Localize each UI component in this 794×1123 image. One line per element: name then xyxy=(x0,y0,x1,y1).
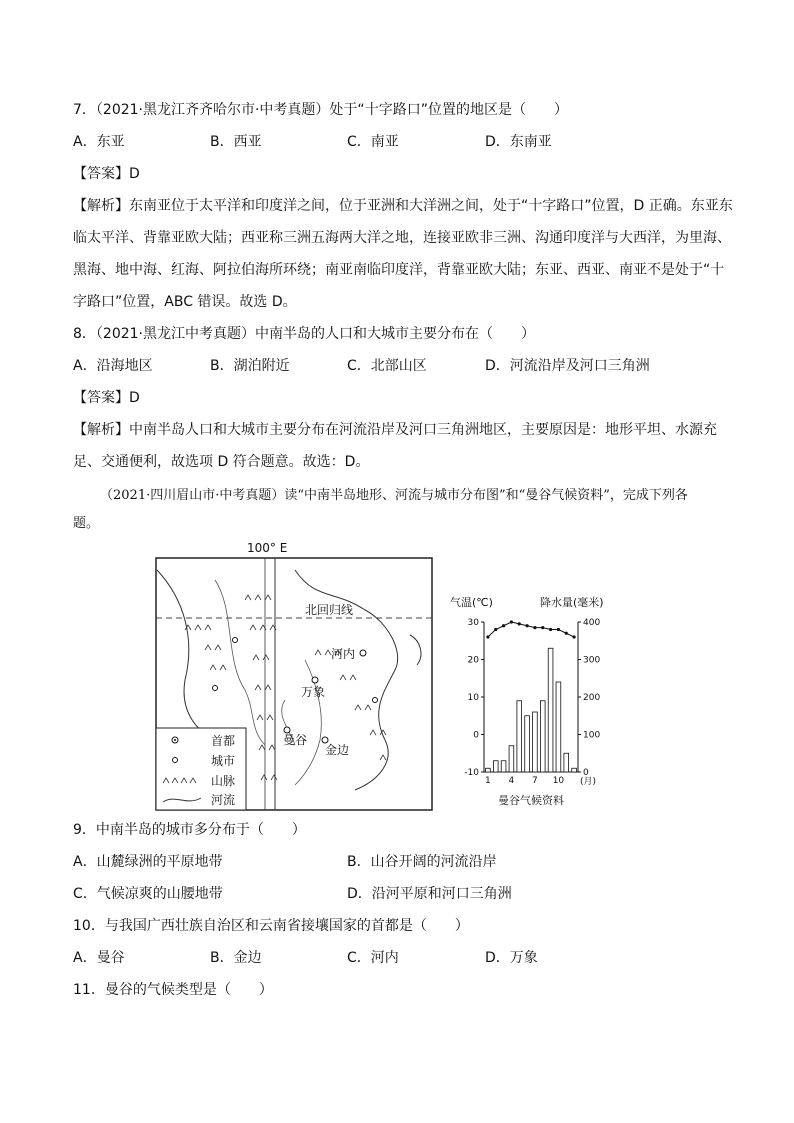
precip-tick-label: 300 xyxy=(583,655,601,666)
temp-tick-label: 10 xyxy=(467,693,479,703)
q8-option-b: B．湖泊附近 xyxy=(210,358,290,374)
q7-analysis-line: 【解析】东南亚位于太平洋和印度洋之间，位于亚洲和大洋洲之间，处于“十字路口”位置，D 正确。东亚东 xyxy=(73,198,733,214)
q9-option-d: D．沿河平原和河口三角洲 xyxy=(347,886,512,902)
q8-option-a: A．沿海地区 xyxy=(73,358,153,374)
legend-city: 城市 xyxy=(211,754,236,768)
precip-bar xyxy=(548,648,553,772)
temperature-point xyxy=(494,628,497,631)
q8-analysis-line: 足、交通便利，故选项 D 符合题意。故选：D。 xyxy=(73,454,370,470)
temperature-point xyxy=(541,626,544,629)
q11-stem: 11．曼谷的气候类型是（ ） xyxy=(73,982,273,998)
precip-tick-label: 400 xyxy=(583,618,601,628)
temp-tick-label: -10 xyxy=(464,768,479,778)
precip-bar xyxy=(517,701,522,772)
q7-option-c: C．南亚 xyxy=(347,134,399,150)
q8-analysis-line: 【解析】中南半岛人口和大城市主要分布在河流沿岸及河口三角洲地区，主要原因是：地形平坦、水源充 xyxy=(73,422,717,438)
precip-bar xyxy=(501,761,506,772)
x-tick-label: 1 xyxy=(485,776,491,786)
tropic-label: 北回归线 xyxy=(305,603,354,617)
precip-bar xyxy=(525,716,530,772)
indochina-map xyxy=(155,540,435,812)
q9-stem: 9．中南半岛的城市多分布于（ ） xyxy=(73,822,306,838)
x-tick-label: 10 xyxy=(552,776,565,786)
q9-option-a: A．山麓绿洲的平原地带 xyxy=(73,854,223,870)
precip-bar xyxy=(564,753,569,772)
precip-axis-label: 降水量(毫米) xyxy=(540,596,604,609)
precip-bar xyxy=(486,768,491,772)
q7-option-d: D．东南亚 xyxy=(485,134,552,150)
temperature-point xyxy=(502,624,505,627)
q7-answer: 【答案】D xyxy=(73,166,140,182)
legend-mountain: 山脉 xyxy=(211,774,236,788)
precip-bar xyxy=(493,761,498,772)
chart-title: 曼谷气候资料 xyxy=(498,794,564,807)
longitude-label: 100° E xyxy=(247,541,288,555)
q7-analysis-line: 临太平洋、背靠亚欧大陆；西亚称三洲五海两大洋之地，连接亚欧非三洲、沟通印度洋与大西洋，为里海、 xyxy=(73,230,731,246)
city-phnom-penh: 金边 xyxy=(325,743,350,757)
x-tick-label: 4 xyxy=(508,776,515,786)
x-tick-label: 7 xyxy=(532,776,538,786)
material-intro-cont: 题。 xyxy=(73,516,100,531)
city-vientiane: 万象 xyxy=(301,685,326,699)
temp-tick-label: 0 xyxy=(473,730,479,741)
legend-river: 河流 xyxy=(211,793,236,807)
temperature-point xyxy=(525,624,528,627)
q8-option-c: C．北部山区 xyxy=(347,358,427,374)
temp-tick-label: 20 xyxy=(467,655,479,666)
q10-stem: 10．与我国广西壮族自治区和云南省接壤国家的首都是（ ） xyxy=(73,918,469,934)
x-unit-label: (月) xyxy=(580,777,597,787)
q7-option-b: B．西亚 xyxy=(210,134,262,150)
q10-option-b: B．金边 xyxy=(210,950,262,966)
temperature-point xyxy=(549,628,552,631)
legend-capital: 首都 xyxy=(211,734,236,748)
temperature-point xyxy=(510,620,513,623)
q7-analysis-line: 黑海、地中海、红海、阿拉伯海所环绕；南亚南临印度洋，背靠亚欧大陆；东亚、西亚、南亚不是处于“十 xyxy=(73,262,725,278)
q7-stem: 7．（2021·黑龙江齐齐哈尔市·中考真题）处于“十字路口”位置的地区是（ ） xyxy=(73,102,568,118)
q7-option-a: A．东亚 xyxy=(73,134,125,150)
q9-option-b: B．山谷开阔的河流沿岸 xyxy=(347,854,497,870)
precip-bar xyxy=(540,701,545,772)
q8-option-d: D．河流沿岸及河口三角洲 xyxy=(485,358,650,374)
precip-bar xyxy=(572,768,577,772)
temp-tick-label: 30 xyxy=(467,618,479,628)
temperature-point xyxy=(565,632,568,635)
temperature-point xyxy=(486,635,489,638)
city-hanoi: 河内 xyxy=(331,647,356,661)
q7-analysis-line: 字路口”位置，ABC 错误。故选 D。 xyxy=(73,294,297,310)
q10-option-c: C．河内 xyxy=(347,950,399,966)
temperature-point xyxy=(572,635,575,638)
precip-tick-label: 100 xyxy=(583,730,601,741)
precip-bar xyxy=(509,746,514,772)
precip-bar xyxy=(556,682,561,772)
temperature-point xyxy=(533,626,536,629)
q8-answer: 【答案】D xyxy=(73,390,140,406)
temperature-line xyxy=(488,622,574,637)
q10-option-d: D．万象 xyxy=(485,950,538,966)
q10-option-a: A．曼谷 xyxy=(73,950,125,966)
material-intro: （2021·四川眉山市·中考真题）读“中南半岛地形、河流与城市分布图”和“曼谷气候资料”，完成下列各 xyxy=(100,488,688,503)
q8-stem: 8．（2021·黑龙江中考真题）中南半岛的人口和大城市主要分布在（ ） xyxy=(73,326,535,342)
bangkok-climate-chart xyxy=(440,592,620,812)
temperature-point xyxy=(557,628,560,631)
precip-bar xyxy=(533,712,538,772)
city-bangkok: 曼谷 xyxy=(283,733,308,747)
precip-tick-label: 200 xyxy=(583,693,601,703)
temp-axis-label: 气温(℃) xyxy=(450,596,493,609)
precip-tick-label: 0 xyxy=(583,768,589,778)
q9-option-c: C．气候凉爽的山腰地带 xyxy=(73,886,223,902)
temperature-point xyxy=(518,622,521,625)
